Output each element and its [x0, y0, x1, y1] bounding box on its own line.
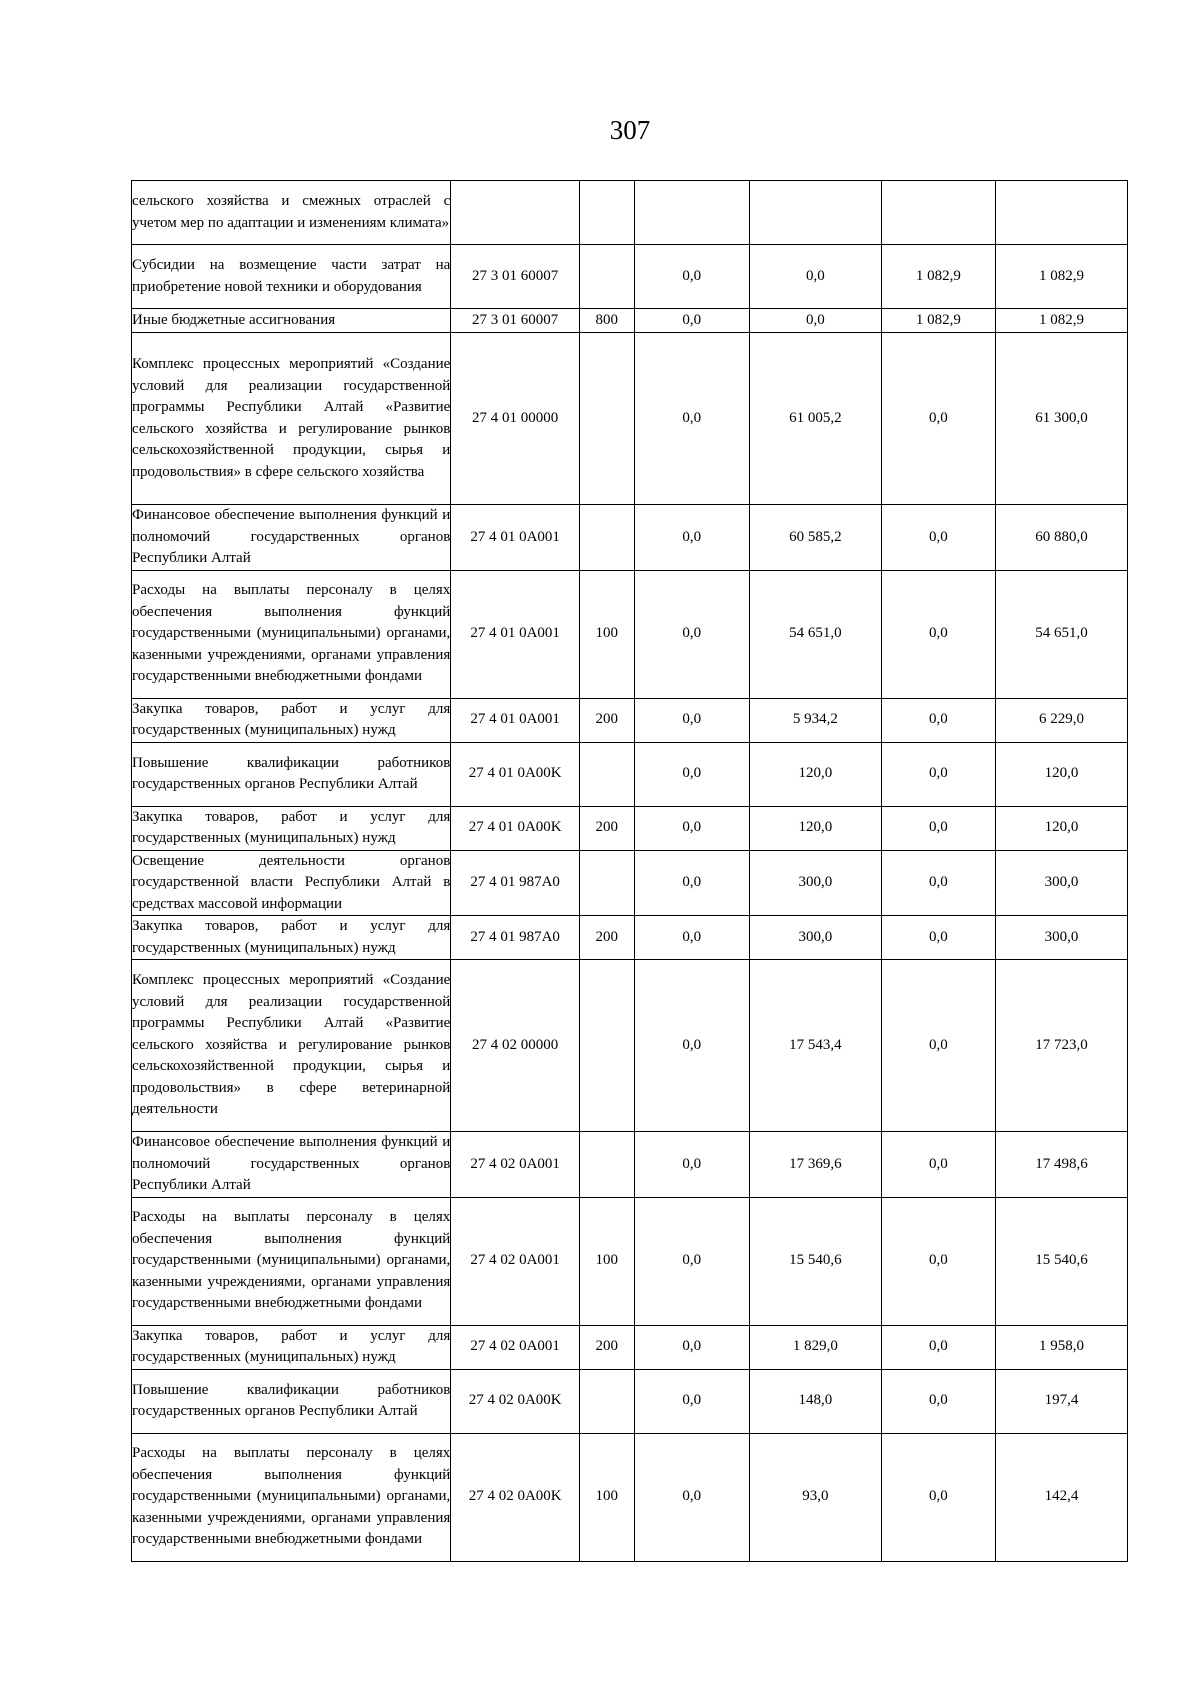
cell-value-4 — [996, 181, 1128, 245]
cell-value-2: 148,0 — [749, 1369, 881, 1433]
table-row — [132, 1132, 1128, 1198]
cell-value-3: 0,0 — [881, 916, 995, 960]
cell-code: 27 4 02 0A001 — [451, 1325, 580, 1369]
cell-value-1: 0,0 — [634, 1369, 749, 1433]
cell-value-4: 120,0 — [996, 806, 1128, 850]
cell-code: 27 4 02 0A00K — [451, 1433, 580, 1561]
cell-value-2: 5 934,2 — [749, 698, 881, 742]
cell-value-3: 0,0 — [881, 850, 995, 916]
cell-value-2: 61 005,2 — [749, 333, 881, 505]
table-row — [132, 806, 1128, 850]
cell-value-3: 0,0 — [881, 1369, 995, 1433]
cell-value-2 — [749, 181, 881, 245]
cell-expense-type: 100 — [580, 1433, 635, 1561]
cell-value-1: 0,0 — [634, 1433, 749, 1561]
cell-value-1: 0,0 — [634, 960, 749, 1132]
table-row — [132, 916, 1128, 960]
cell-value-2: 0,0 — [749, 309, 881, 333]
cell-expense-type — [580, 850, 635, 916]
cell-name: сельского хозяйства и смежных отраслей с учетом мер по адаптации и изменениям климата» — [132, 181, 451, 245]
cell-code: 27 4 01 0A001 — [451, 570, 580, 698]
cell-name: Освещение деятельности органов государственной власти Республики Алтай в средствах массовой информации — [132, 850, 451, 916]
cell-expense-type: 200 — [580, 916, 635, 960]
cell-value-4: 17 723,0 — [996, 960, 1128, 1132]
cell-code: 27 4 01 00000 — [451, 333, 580, 505]
page-number: 307 — [609, 115, 651, 145]
cell-value-1: 0,0 — [634, 1132, 749, 1198]
cell-expense-type — [580, 1132, 635, 1198]
cell-name: Финансовое обеспечение выполнения функций и полномочий государственных органов Республики Алтай — [132, 1132, 451, 1198]
cell-code: 27 4 01 0A00K — [451, 806, 580, 850]
cell-value-3: 0,0 — [881, 742, 995, 806]
cell-name: Закупка товаров, работ и услуг для государственных (муниципальных) нужд — [132, 1325, 451, 1369]
cell-expense-type: 200 — [580, 806, 635, 850]
table-row — [132, 181, 1128, 245]
cell-expense-type: 800 — [580, 309, 635, 333]
cell-value-1: 0,0 — [634, 1325, 749, 1369]
table-row — [132, 570, 1128, 698]
cell-value-4: 61 300,0 — [996, 333, 1128, 505]
cell-value-3: 1 082,9 — [881, 309, 995, 333]
table-row — [132, 1325, 1128, 1369]
cell-value-3: 0,0 — [881, 1433, 995, 1561]
cell-value-3: 0,0 — [881, 505, 995, 571]
cell-value-3: 0,0 — [881, 1325, 995, 1369]
cell-name: Закупка товаров, работ и услуг для государственных (муниципальных) нужд — [132, 916, 451, 960]
cell-value-4: 300,0 — [996, 916, 1128, 960]
cell-name: Повышение квалификации работников государственных органов Республики Алтай — [132, 742, 451, 806]
cell-value-1: 0,0 — [634, 333, 749, 505]
cell-value-3: 0,0 — [881, 960, 995, 1132]
cell-expense-type — [580, 960, 635, 1132]
cell-value-4: 15 540,6 — [996, 1197, 1128, 1325]
cell-value-1: 0,0 — [634, 245, 749, 309]
cell-value-4: 197,4 — [996, 1369, 1128, 1433]
cell-code: 27 4 01 0A001 — [451, 505, 580, 571]
cell-expense-type — [580, 333, 635, 505]
cell-expense-type: 100 — [580, 570, 635, 698]
table-row — [132, 505, 1128, 571]
cell-name: Закупка товаров, работ и услуг для государственных (муниципальных) нужд — [132, 698, 451, 742]
cell-value-4: 300,0 — [996, 850, 1128, 916]
cell-value-1: 0,0 — [634, 505, 749, 571]
cell-name: Расходы на выплаты персоналу в целях обеспечения выполнения функций государственными (муниципальными) органами, казенными учреждениями, органами управления государственными внебюджетными фондами — [132, 1433, 451, 1561]
cell-value-2: 17 543,4 — [749, 960, 881, 1132]
cell-value-1: 0,0 — [634, 309, 749, 333]
cell-value-4: 1 958,0 — [996, 1325, 1128, 1369]
cell-expense-type — [580, 245, 635, 309]
cell-value-2: 300,0 — [749, 850, 881, 916]
cell-expense-type — [580, 1369, 635, 1433]
cell-value-4: 54 651,0 — [996, 570, 1128, 698]
cell-name: Повышение квалификации работников государственных органов Республики Алтай — [132, 1369, 451, 1433]
cell-value-3: 0,0 — [881, 698, 995, 742]
cell-value-1: 0,0 — [634, 916, 749, 960]
cell-code: 27 3 01 60007 — [451, 245, 580, 309]
cell-value-1: 0,0 — [634, 570, 749, 698]
cell-value-2: 0,0 — [749, 245, 881, 309]
cell-code: 27 4 02 0A001 — [451, 1132, 580, 1198]
cell-code: 27 4 01 0A001 — [451, 698, 580, 742]
cell-expense-type: 100 — [580, 1197, 635, 1325]
cell-value-2: 60 585,2 — [749, 505, 881, 571]
table-row — [132, 742, 1128, 806]
cell-value-1: 0,0 — [634, 1197, 749, 1325]
cell-code: 27 4 02 0A001 — [451, 1197, 580, 1325]
cell-value-3: 0,0 — [881, 1197, 995, 1325]
cell-name: Комплекс процессных мероприятий «Создание условий для реализации государственной программы Республики Алтай «Развитие сельского хозяйства и регулирование рынков сельскохозяйственной продукции, сырья и продовольствия» в сфере ветеринарной деятельности — [132, 960, 451, 1132]
cell-name: Расходы на выплаты персоналу в целях обеспечения выполнения функций государственными (муниципальными) органами, казенными учреждениями, органами управления государственными внебюджетными фондами — [132, 570, 451, 698]
cell-code: 27 4 01 0A00K — [451, 742, 580, 806]
cell-value-1 — [634, 181, 749, 245]
cell-code — [451, 181, 580, 245]
cell-value-2: 15 540,6 — [749, 1197, 881, 1325]
table-row — [132, 698, 1128, 742]
table-row — [132, 960, 1128, 1132]
cell-value-1: 0,0 — [634, 806, 749, 850]
cell-code: 27 4 01 987A0 — [451, 916, 580, 960]
table-row — [132, 1369, 1128, 1433]
table-row — [132, 333, 1128, 505]
cell-value-3: 0,0 — [881, 1132, 995, 1198]
table-row — [132, 245, 1128, 309]
cell-value-2: 93,0 — [749, 1433, 881, 1561]
cell-value-4: 1 082,9 — [996, 245, 1128, 309]
cell-code: 27 4 02 00000 — [451, 960, 580, 1132]
cell-value-3 — [881, 181, 995, 245]
cell-value-2: 54 651,0 — [749, 570, 881, 698]
cell-expense-type: 200 — [580, 698, 635, 742]
table-row — [132, 1197, 1128, 1325]
cell-name: Расходы на выплаты персоналу в целях обеспечения выполнения функций государственными (муниципальными) органами, казенными учреждениями, органами управления государственными внебюджетными фондами — [132, 1197, 451, 1325]
cell-expense-type: 200 — [580, 1325, 635, 1369]
cell-expense-type — [580, 742, 635, 806]
cell-value-4: 120,0 — [996, 742, 1128, 806]
cell-value-4: 1 082,9 — [996, 309, 1128, 333]
cell-value-2: 120,0 — [749, 742, 881, 806]
budget-table — [131, 180, 1128, 1562]
table-row — [132, 850, 1128, 916]
cell-value-4: 6 229,0 — [996, 698, 1128, 742]
cell-value-2: 300,0 — [749, 916, 881, 960]
table-row — [132, 1433, 1128, 1561]
cell-name: Закупка товаров, работ и услуг для государственных (муниципальных) нужд — [132, 806, 451, 850]
cell-value-1: 0,0 — [634, 742, 749, 806]
cell-value-2: 120,0 — [749, 806, 881, 850]
table-row — [132, 309, 1128, 333]
cell-code: 27 3 01 60007 — [451, 309, 580, 333]
cell-value-4: 60 880,0 — [996, 505, 1128, 571]
cell-value-1: 0,0 — [634, 698, 749, 742]
cell-value-2: 17 369,6 — [749, 1132, 881, 1198]
cell-value-3: 1 082,9 — [881, 245, 995, 309]
cell-value-2: 1 829,0 — [749, 1325, 881, 1369]
cell-expense-type — [580, 505, 635, 571]
cell-name: Комплекс процессных мероприятий «Создание условий для реализации государственной программы Республики Алтай «Развитие сельского хозяйства и регулирование рынков сельскохозяйственной продукции, сырья и продовольствия» в сфере сельского хозяйства — [132, 333, 451, 505]
cell-value-4: 142,4 — [996, 1433, 1128, 1561]
cell-value-4: 17 498,6 — [996, 1132, 1128, 1198]
cell-code: 27 4 02 0A00K — [451, 1369, 580, 1433]
cell-name: Финансовое обеспечение выполнения функций и полномочий государственных органов Республики Алтай — [132, 505, 451, 571]
cell-value-3: 0,0 — [881, 570, 995, 698]
cell-value-3: 0,0 — [881, 806, 995, 850]
cell-name: Иные бюджетные ассигнования — [132, 309, 451, 333]
cell-expense-type — [580, 181, 635, 245]
cell-value-1: 0,0 — [634, 850, 749, 916]
cell-code: 27 4 01 987A0 — [451, 850, 580, 916]
cell-name: Субсидии на возмещение части затрат на приобретение новой техники и оборудования — [132, 245, 451, 309]
cell-value-3: 0,0 — [881, 333, 995, 505]
